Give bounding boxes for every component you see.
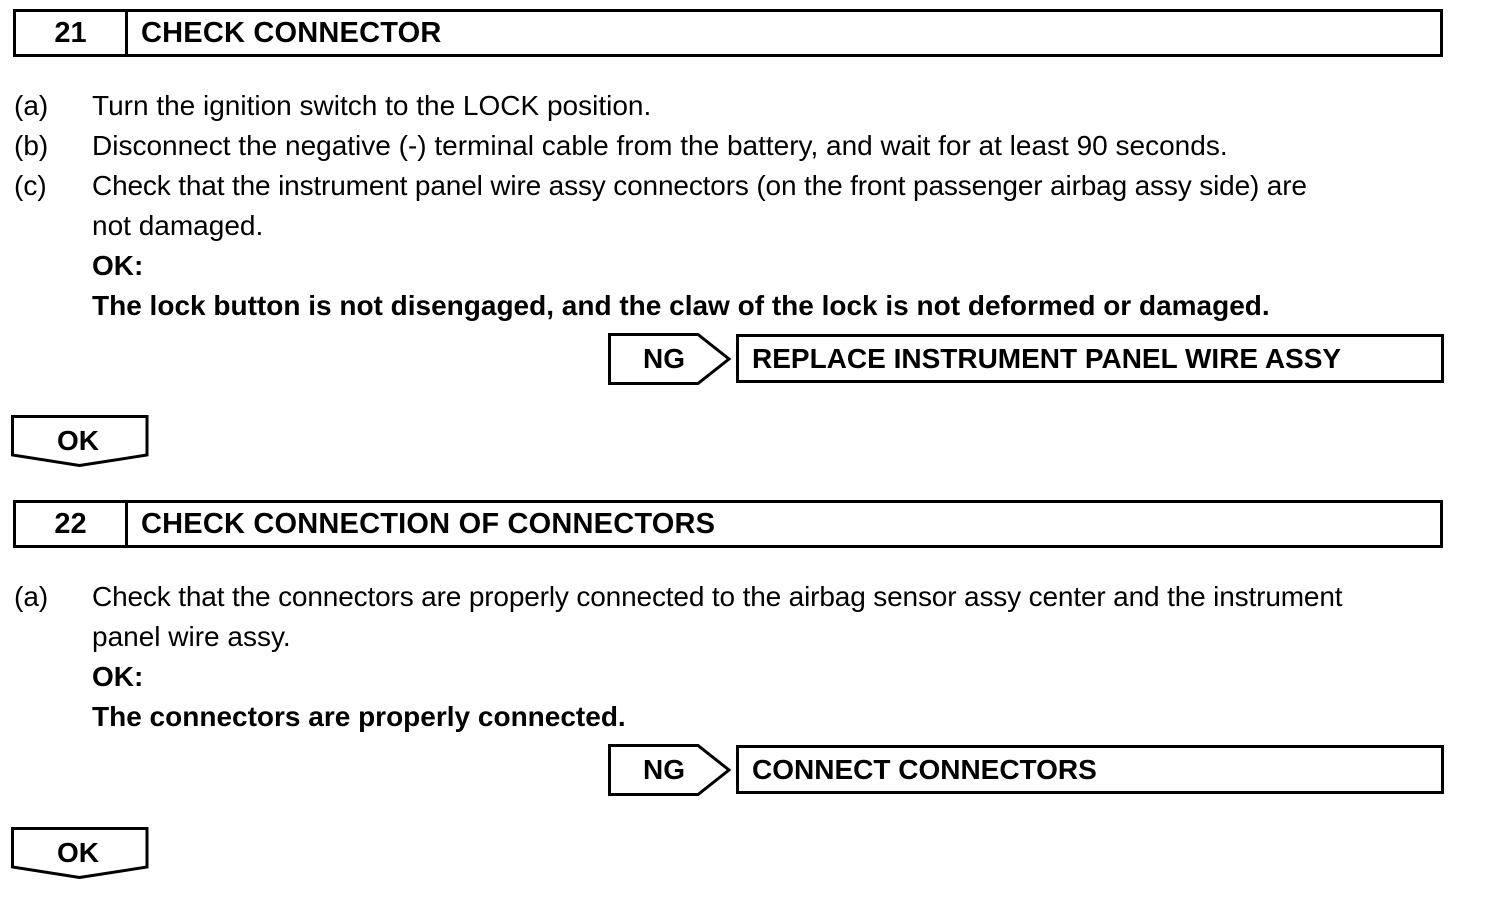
item-text: Check that the connectors are properly connected to the airbag sensor assy center and the instrument bbox=[92, 581, 1343, 612]
ng-label: NG bbox=[643, 343, 685, 374]
item-text: Turn the ignition switch to the LOCK position. bbox=[92, 90, 652, 121]
item-letter: (a) bbox=[14, 90, 49, 121]
item-text-continued: panel wire assy. bbox=[92, 621, 291, 652]
ng-action-box: CONNECT CONNECTORS bbox=[736, 745, 1444, 794]
step-number: 21 bbox=[16, 12, 128, 54]
step-21-header bbox=[13, 9, 1443, 57]
item-letter: (b) bbox=[14, 130, 49, 161]
item-text: Disconnect the negative (-) terminal cable from the battery, and wait for at least 90 seconds. bbox=[92, 130, 1228, 161]
ok-criteria-text: The lock button is not disengaged, and the claw of the lock is not deformed or damaged. bbox=[92, 290, 1270, 321]
ok-criteria-label: OK: bbox=[92, 250, 144, 281]
ok-criteria-text: The connectors are properly connected. bbox=[92, 701, 626, 732]
item-letter: (c) bbox=[14, 170, 47, 201]
item-text: Check that the instrument panel wire assy connectors (on the front passenger airbag assy side) are bbox=[92, 170, 1307, 201]
ng-action-box: REPLACE INSTRUMENT PANEL WIRE ASSY bbox=[736, 334, 1444, 383]
ok-flow-label: OK bbox=[57, 837, 99, 868]
step-title: CHECK CONNECTOR bbox=[141, 16, 442, 49]
step-22-header bbox=[13, 500, 1443, 548]
step-number: 22 bbox=[16, 503, 128, 545]
ok-criteria-label: OK: bbox=[92, 661, 144, 692]
ok-flow-label: OK bbox=[57, 425, 99, 456]
step-title: CHECK CONNECTION OF CONNECTORS bbox=[141, 507, 716, 540]
item-text-continued: not damaged. bbox=[92, 210, 264, 241]
ng-label: NG bbox=[643, 754, 685, 785]
item-letter: (a) bbox=[14, 581, 49, 612]
